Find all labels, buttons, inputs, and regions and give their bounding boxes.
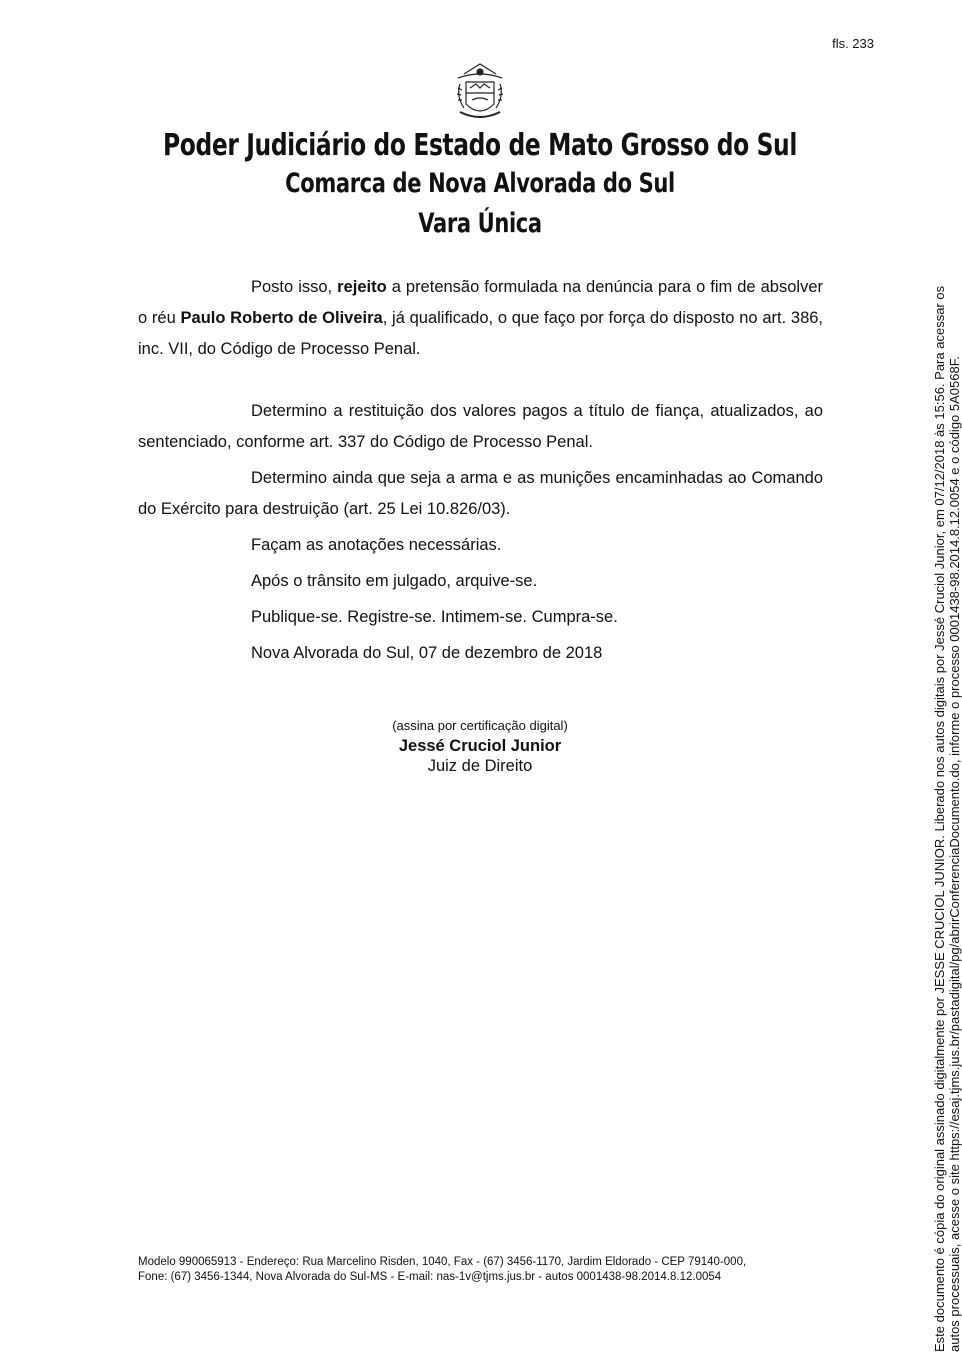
decision-text — [138, 272, 823, 669]
paragraph-weapon-destruction: Determino ainda que seja a arma e as munições encaminhadas ao Comando do Exército para destruição (art. 25 Lei 10.826/03). — [138, 469, 823, 518]
text-fragment: , já qualificado, o que faço por força do disposto no art. 386, inc. VII, do Código de Processo Penal. — [138, 309, 824, 358]
text-fragment: Posto isso, — [251, 278, 338, 296]
paragraph-acquittal — [138, 272, 823, 365]
paragraph-archive: Após o trânsito em julgado, arquive-se. — [251, 572, 538, 590]
signature-block — [280, 716, 680, 776]
court-name: Poder Judiciário do Estado de Mato Grosso do Sul — [163, 128, 797, 163]
state-coat-of-arms-icon — [450, 60, 510, 124]
bold-rejeito: rejeito — [337, 278, 387, 296]
signature-note: (assina por certificação digital) — [392, 718, 568, 733]
paragraph-publish: Publique-se. Registre-se. Intimem-se. Cumpra-se. — [251, 608, 618, 626]
court-division: Vara Única — [418, 208, 542, 239]
page-number: fls. 233 — [832, 36, 874, 51]
digital-signature-note — [932, 152, 962, 1352]
text-fragment: a pretensão formulada na denúncia para o fim de absolver o réu — [138, 278, 823, 327]
side-note-line-1: Este documento é cópia do original assinado digitalmente por JESSE CRUCIOL JUNIOR. Liberado nos autos digitais por Jessé Cruciol Junior, em 07/12/2018 às 15:56. Para acessar os — [932, 285, 947, 1352]
court-header — [0, 128, 960, 244]
side-note-line-2: autos processuais, acesse o site https://esaj.tjms.jus.br/pastadigital/pg/abrirConferenciaDocumento.do, informe o processo 0001438-98.2014.8.12.0054 e o código 5A0568F. — [947, 356, 962, 1352]
judge-name: Jessé Cruciol Junior — [398, 737, 562, 755]
district-name: Comarca de Nova Alvorada do Sul — [285, 168, 675, 199]
paragraph-annotations: Façam as anotações necessárias. — [251, 536, 502, 554]
paragraph-bail-refund: Determino a restituição dos valores pagos a título de fiança, atualizados, ao sentenciado, conforme art. 337 do Código de Processo Penal. — [138, 402, 823, 451]
judge-role: Juiz de Direito — [427, 757, 533, 775]
page-footer: Modelo 990065913 - Endereço: Rua Marcelino Risden, 1040, Fax - (67) 3456-1170, Jardim Eldorado - CEP 79140-000, Fone: (67) 3456-1344, Nova Alvorada do Sul-MS - E-mail: nas-1v@tjms.jus.br - autos 0001438-98.2014.8.12.0054 — [138, 1256, 747, 1283]
place-and-date: Nova Alvorada do Sul, 07 de dezembro de 2018 — [251, 644, 603, 662]
defendant-name: Paulo Roberto de Oliveira — [180, 309, 383, 327]
